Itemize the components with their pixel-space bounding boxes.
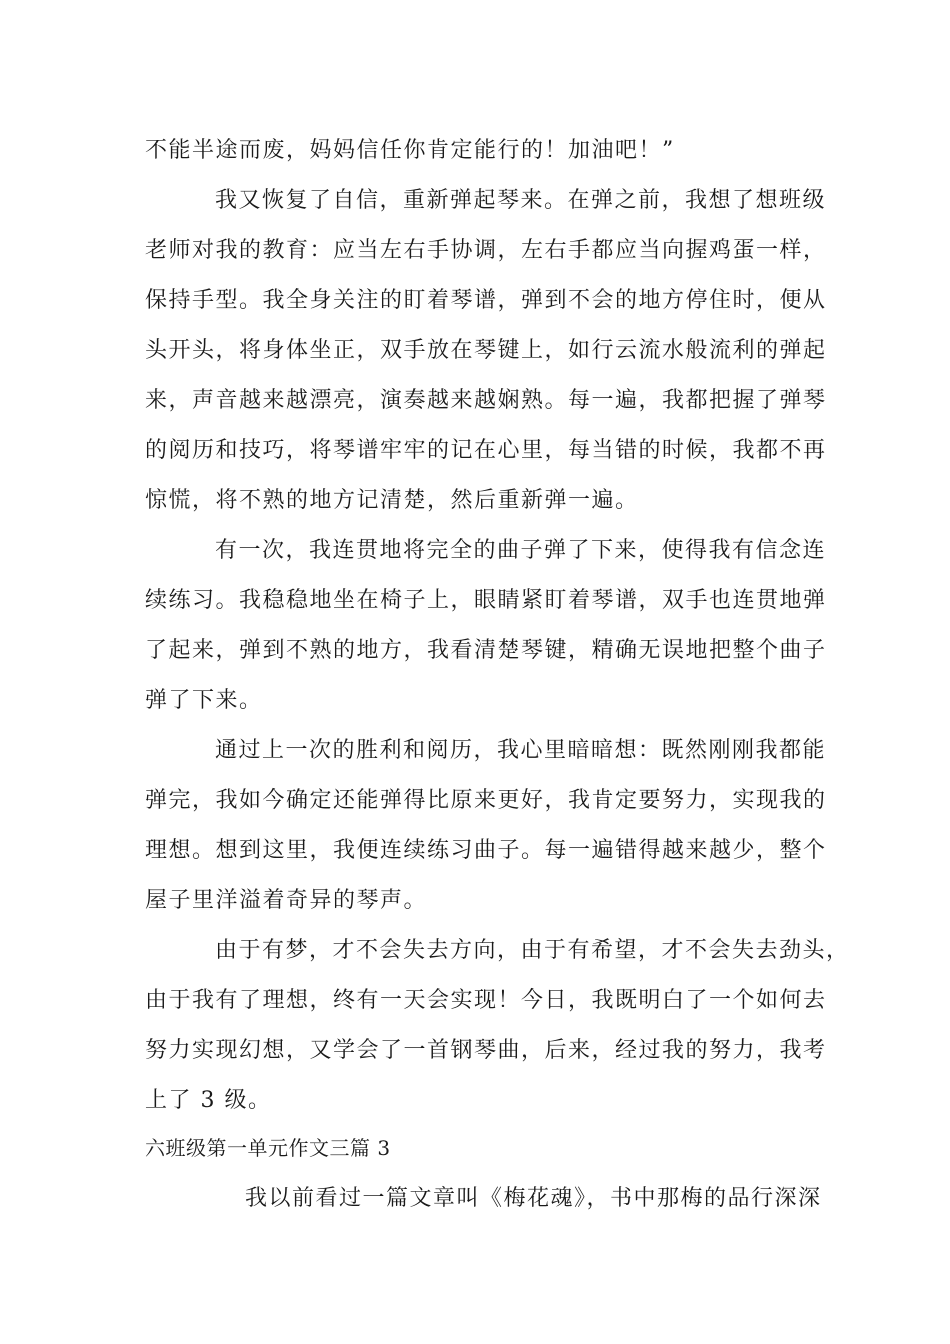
- body-line-14: 弹完，我如今确定还能弹得比原来更好，我肯定要努力，实现我的: [145, 788, 827, 813]
- body-line-18: 由于我有了理想，终有一天会实现！今日，我既明白了一个如何去: [145, 988, 827, 1013]
- body-line-20: 上了 3 级。: [145, 1088, 272, 1113]
- body-line-1: 不能半途而废，妈妈信任你肯定能行的！加油吧！”: [145, 138, 675, 163]
- paragraph-line-9: 有一次，我连贯地将完全的曲子弹了下来，使得我有信念连: [215, 538, 827, 563]
- body-line-5: 头开头，将身体坐正，双手放在琴键上，如行云流水般流利的弹起: [145, 338, 827, 363]
- body-line-6: 来，声音越来越漂亮，演奏越来越娴熟。每一遍，我都把握了弹琴: [145, 388, 827, 413]
- body-line-19: 努力实现幻想，又学会了一首钢琴曲，后来，经过我的努力，我考: [145, 1038, 827, 1063]
- body-line-8: 惊慌，将不熟的地方记清楚，然后重新弹一遍。: [145, 488, 639, 513]
- body-line-10: 续练习。我稳稳地坐在椅子上，眼睛紧盯着琴谱，双手也连贯地弹: [145, 588, 827, 613]
- body-line-15: 理想。想到这里，我便连续练习曲子。每一遍错得越来越少，整个: [145, 838, 827, 863]
- body-line-16: 屋子里洋溢着奇异的琴声。: [145, 888, 428, 913]
- body-line-11: 了起来，弹到不熟的地方，我看清楚琴键，精确无误地把整个曲子: [145, 638, 827, 663]
- paragraph-line-2: 我又恢复了自信，重新弹起琴来。在弹之前，我想了想班级: [215, 188, 827, 213]
- section-heading: 六班级第一单元作文三篇 3: [145, 1136, 391, 1160]
- paragraph-line-21: 我以前看过一篇文章叫《梅花魂》，书中那梅的品行深深: [245, 1186, 822, 1211]
- paragraph-line-13: 通过上一次的胜利和阅历，我心里暗暗想：既然刚刚我都能: [215, 738, 827, 763]
- body-line-3: 老师对我的教育：应当左右手协调，左右手都应当向握鸡蛋一样，: [145, 238, 827, 263]
- body-line-12: 弹了下来。: [145, 688, 263, 713]
- paragraph-line-17: 由于有梦，才不会失去方向，由于有希望，才不会失去劲头，: [215, 938, 850, 963]
- body-line-7: 的阅历和技巧，将琴谱牢牢的记在心里，每当错的时候，我都不再: [145, 438, 827, 463]
- body-line-4: 保持手型。我全身关注的盯着琴谱，弹到不会的地方停住时，便从: [145, 288, 827, 313]
